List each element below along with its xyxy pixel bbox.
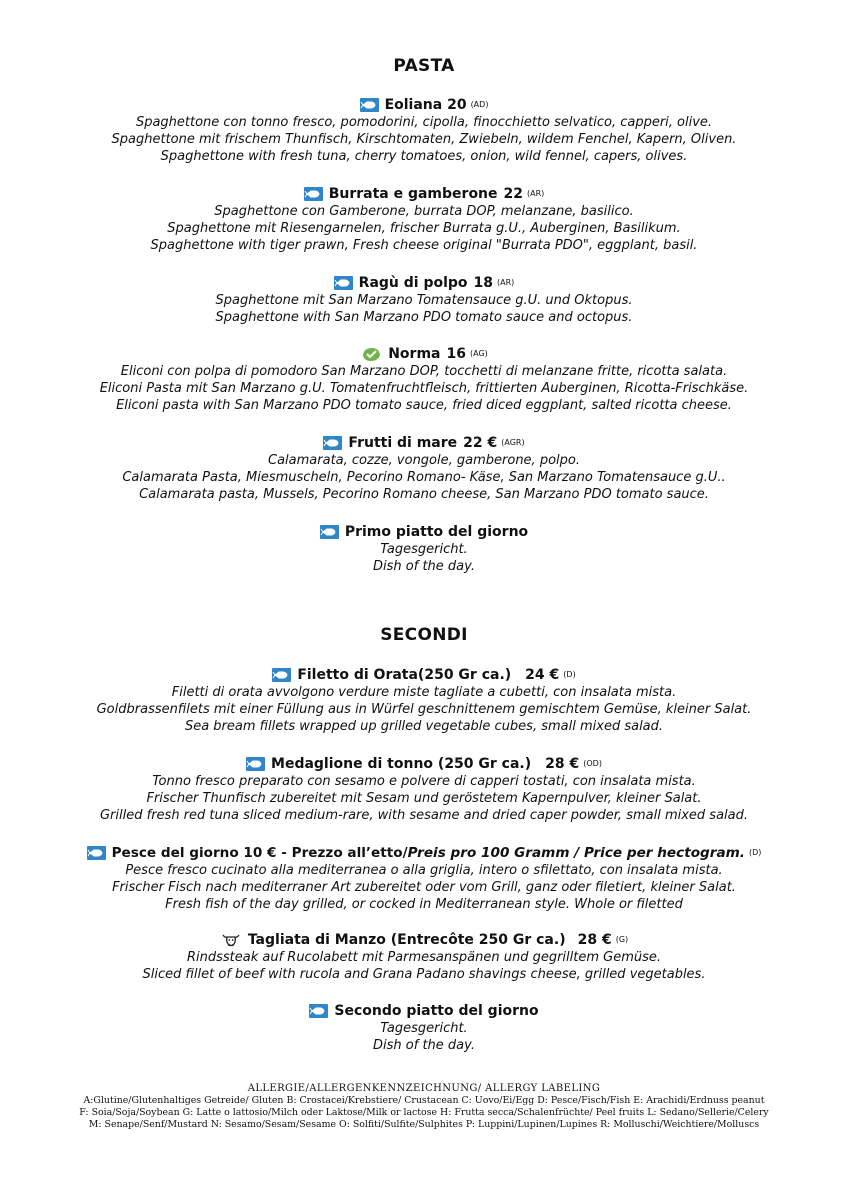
allergen-code: (G) bbox=[615, 935, 629, 944]
desc-de: Goldbrassenfilets mit einer Füllung aus in Würfel geschnittenem gemischtem Gemüse, kleiner Salat. bbox=[96, 702, 752, 718]
dish-burrata-gamberone bbox=[0, 185, 848, 255]
dish-name-italic: Preis pro 100 Gramm / Price per hectogram. bbox=[407, 845, 745, 861]
desc-it: Tonno fresco preparato con sesamo e polvere di capperi tostati, con insalata mista. bbox=[152, 774, 696, 789]
fish-icon bbox=[246, 757, 265, 771]
allergen-legend-line: F: Soia/Soja/Soybean G: Latte o lattosio/Milch oder Laktose/Milk or lactose H: Frutta secca/Schalenfrüchte/ Peel fruits L: Sedano/Sellerie/Celery bbox=[79, 1107, 769, 1118]
dish-filetto-di-orata bbox=[0, 666, 848, 736]
dish-name: Burrata e gamberone bbox=[328, 186, 498, 202]
fish-icon bbox=[360, 98, 379, 112]
dish-price: 22 bbox=[503, 186, 524, 202]
desc-de: Spaghettone mit San Marzano Tomatensauce g.U. und Oktopus. bbox=[215, 293, 633, 308]
dish-pesce-del-giorno bbox=[0, 844, 848, 914]
dish-price: 18 bbox=[473, 275, 494, 291]
desc-en: Sliced fillet of beef with rucola and Grana Padano shavings cheese, grilled vegetables. bbox=[142, 967, 706, 983]
dish-ragu-di-polpo bbox=[0, 274, 848, 326]
dish-price: 28 € bbox=[577, 932, 612, 948]
dish-name: Secondo piatto del giorno bbox=[334, 1003, 539, 1019]
dish-secondo-del-giorno bbox=[0, 1002, 848, 1054]
desc-de: Tagesgericht. bbox=[380, 1021, 468, 1036]
fish-icon bbox=[320, 525, 339, 539]
dish-norma bbox=[0, 345, 848, 415]
allergen-code: (AD) bbox=[470, 100, 489, 109]
dish-name: Ragù di polpo bbox=[358, 275, 468, 291]
dish-medaglione-di-tonno bbox=[0, 755, 848, 825]
dish-name: Norma bbox=[388, 346, 441, 362]
desc-de: Rindssteak auf Rucolabett mit Parmesanspänen und gegrilltem Gemüse. bbox=[186, 950, 662, 965]
allergen-code: (AR) bbox=[527, 189, 545, 198]
fish-icon bbox=[304, 187, 323, 201]
vegetarian-icon bbox=[360, 346, 382, 363]
dish-name: Filetto di Orata(250 Gr ca.) bbox=[297, 667, 512, 683]
dish-eoliana bbox=[0, 96, 848, 166]
desc-en: Grilled fresh red tuna sliced medium-rare, with sesame and dried caper powder, small mixed salad. bbox=[99, 808, 749, 824]
allergen-code: (AR) bbox=[497, 278, 515, 287]
desc-it: Pesce fresco cucinato alla mediterranea o alla griglia, intero o sfilettato, con insalata mista. bbox=[125, 863, 723, 878]
desc-de: Spaghettone mit frischem Thunfisch, Kirschtomaten, Zwiebeln, wildem Fenchel, Kapern, Oliven. bbox=[111, 132, 737, 148]
dish-price: 16 bbox=[446, 346, 466, 362]
section-title-pasta: PASTA bbox=[393, 56, 455, 76]
fish-icon bbox=[309, 1004, 328, 1018]
dish-price: 22 € bbox=[463, 435, 498, 451]
dish-price: 24 € bbox=[525, 667, 560, 683]
allergen-legend bbox=[0, 1082, 848, 1131]
desc-de: Tagesgericht. bbox=[380, 542, 468, 557]
desc-de: Frischer Fisch nach mediterraner Art zubereitet oder vom Grill, ganz oder filetiert, kleiner Salat. bbox=[112, 880, 736, 896]
allergen-legend-title: ALLERGIE/ALLERGENKENNZEICHNUNG/ ALLERGY LABELING bbox=[247, 1083, 601, 1094]
desc-it: Calamarata, cozze, vongole, gamberone, polpo. bbox=[268, 453, 580, 468]
dish-name: Pesce del giorno 10 € - Prezzo all’etto/ bbox=[111, 845, 408, 861]
desc-de: Eliconi Pasta mit San Marzano g.U. Tomatenfruchtfleisch, frittierten Auberginen, Ricotta-Frischkäse. bbox=[99, 381, 749, 397]
dish-name: Medaglione di tonno (250 Gr ca.) bbox=[271, 756, 532, 772]
desc-en: Fresh fish of the day grilled, or cocked in Mediterranean style. Whole or filetted bbox=[165, 897, 683, 913]
dish-name: Eoliana 20 bbox=[384, 97, 467, 113]
allergen-code: (OD) bbox=[583, 759, 602, 768]
fish-icon bbox=[87, 846, 106, 860]
desc-it: Filetti di orata avvolgono verdure miste tagliate a cubetti, con insalata mista. bbox=[171, 685, 677, 700]
desc-it: Spaghettone con tonno fresco, pomodorini, cipolla, finocchietto selvatico, capperi, olive. bbox=[135, 115, 713, 130]
desc-en: Spaghettone with fresh tuna, cherry tomatoes, onion, wild fennel, capers, olives. bbox=[160, 149, 688, 165]
desc-en: Spaghettone with tiger prawn, Fresh cheese original "Burrata PDO", eggplant, basil. bbox=[150, 238, 698, 254]
desc-it: Spaghettone con Gamberone, burrata DOP, melanzane, basilico. bbox=[214, 204, 634, 219]
dish-name: Primo piatto del giorno bbox=[344, 524, 529, 540]
fish-icon bbox=[272, 668, 291, 682]
dish-name: Frutti di mare bbox=[348, 435, 458, 451]
desc-en: Calamarata pasta, Mussels, Pecorino Romano cheese, San Marzano PDO tomato sauce. bbox=[139, 487, 709, 503]
desc-de: Frischer Thunfisch zubereitet mit Sesam und geröstetem Kapernpulver, kleiner Salat. bbox=[146, 791, 702, 807]
allergen-legend-line: M: Senape/Senf/Mustard N: Sesamo/Sesam/Sesame O: Solfiti/Sulfite/Sulphites P: Luppini/Lupinen/Lupines R: Molluschi/Weichtiere/Molluscs bbox=[88, 1119, 760, 1130]
desc-en: Dish of the day. bbox=[373, 1038, 475, 1054]
dish-tagliata-di-manzo bbox=[0, 931, 848, 983]
desc-de: Calamarata Pasta, Miesmuscheln, Pecorino Romano- Käse, San Marzano Tomatensauce g.U.. bbox=[122, 470, 726, 486]
fish-icon bbox=[334, 276, 353, 290]
desc-en: Spaghettone with San Marzano PDO tomato sauce and octopus. bbox=[215, 310, 633, 326]
desc-en: Sea bream fillets wrapped up grilled vegetable cubes, small mixed salad. bbox=[184, 719, 664, 735]
allergen-code: (AG) bbox=[469, 349, 488, 358]
desc-de: Spaghettone mit Riesengarnelen, frischer Burrata g.U., Auberginen, Basilikum. bbox=[167, 221, 681, 237]
fish-icon bbox=[323, 436, 342, 450]
allergen-code: (AGR) bbox=[501, 438, 525, 447]
desc-en: Eliconi pasta with San Marzano PDO tomato sauce, fried diced eggplant, salted ricotta cheese. bbox=[116, 398, 732, 414]
allergen-code: (D) bbox=[748, 848, 762, 857]
dish-price: 28 € bbox=[545, 756, 580, 772]
section-title-secondi: SECONDI bbox=[380, 625, 468, 645]
beef-icon bbox=[220, 932, 242, 949]
allergen-legend-line: A:Glutine/Glutenhaltiges Getreide/ Gluten B: Crostacei/Krebstiere/ Crustacean C: Uovo/Ei/Egg D: Pesce/Fisch/Fish E: Arachidi/Erdnuss peanut bbox=[83, 1095, 765, 1106]
desc-en: Dish of the day. bbox=[373, 559, 475, 575]
dish-frutti-di-mare bbox=[0, 434, 848, 504]
dish-primo-del-giorno bbox=[0, 523, 848, 575]
desc-it: Eliconi con polpa di pomodoro San Marzano DOP, tocchetti di melanzane fritte, ricotta salata. bbox=[120, 364, 728, 379]
allergen-code: (D) bbox=[563, 670, 576, 679]
dish-name: Tagliata di Manzo (Entrecôte 250 Gr ca.) bbox=[247, 932, 566, 948]
